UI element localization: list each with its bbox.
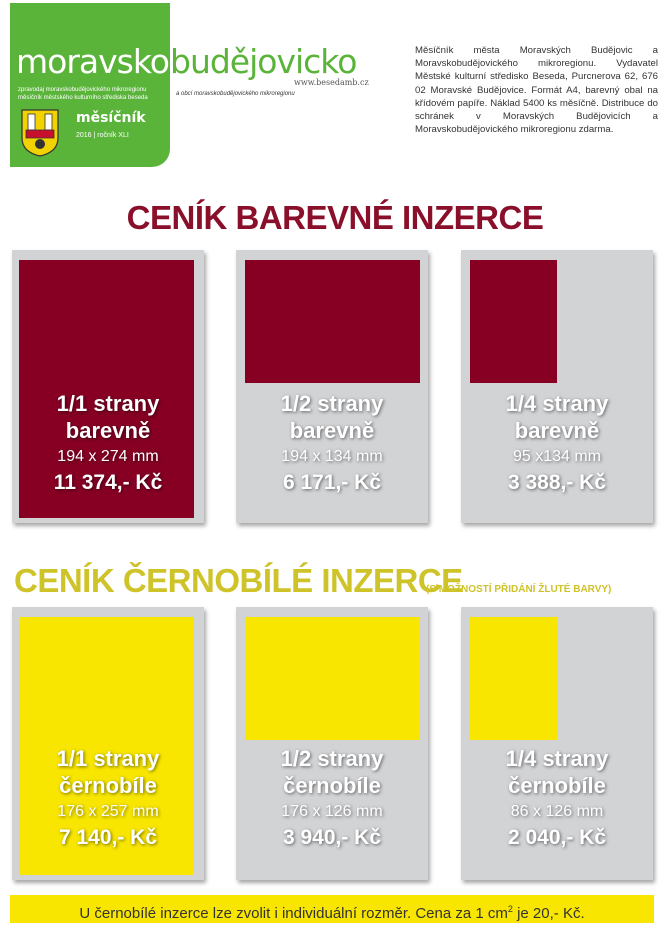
color-card-quarter-page-text (461, 390, 653, 496)
card-size: 194 x 134 mm (281, 448, 383, 465)
card-price: 11 374,- Kč (53, 471, 163, 494)
card-subtitle: černobíle (283, 773, 381, 798)
logo-subtitle-line2: měsíčník městského kulturního střediska beseda (18, 95, 148, 101)
card-title: 1/2 strany (280, 391, 384, 416)
footer-text-end: je 20,- Kč. (512, 905, 585, 922)
bw-card-quarter-page-area (470, 617, 557, 740)
card-subtitle: černobíle (508, 773, 606, 798)
card-price: 6 171,- Kč (282, 471, 382, 494)
card-price: 2 040,- Kč (507, 826, 607, 849)
card-subtitle: barevně (514, 418, 600, 443)
color-pricelist-heading: CENÍK BAREVNÉ INZERCE (126, 199, 544, 236)
logo-subtitle (18, 86, 168, 102)
logo-periodical-label: měsíčník (76, 110, 146, 126)
bw-card-full-page (12, 607, 204, 880)
card-price: 7 140,- Kč (58, 826, 158, 849)
card-price: 3 940,- Kč (282, 826, 382, 849)
color-card-half-page-text (236, 390, 428, 496)
logo-tagline: a obcí moravskobudějovického mikroregionu (176, 91, 295, 97)
footer-text-start: U černobílé inzerce lze zvolit i individuální rozměr. Cena za 1 cm (79, 905, 508, 922)
bw-card-quarter-page (461, 607, 653, 880)
bw-card-full-page-text (12, 745, 204, 851)
card-subtitle: barevně (289, 418, 375, 443)
card-title: 1/1 strany (56, 746, 160, 771)
town-crest-icon (20, 108, 60, 158)
bw-card-half-page-text (236, 745, 428, 851)
color-card-half-page-area (245, 260, 420, 383)
logo-website: www.besedamb.cz (294, 78, 369, 87)
card-subtitle: černobíle (59, 773, 157, 798)
logo-subtitle-line1: zpravodaj moravskobudějovického mikroregionu (18, 87, 147, 93)
color-card-half-page (236, 250, 428, 523)
card-title: 1/4 strany (505, 746, 609, 771)
card-title: 1/4 strany (505, 391, 609, 416)
masthead-description: Měsíčník města Moravských Budějovic a Moravskobudějovického mikroregionu. Vydavatel Městské kulturní středisko Beseda, Purcnerova 62, 676 02 Moravské Budějovice. Formát A4, barevný obal na křídovém papíře. Náklad 5400 ks měsíčně. Distribuce do schránek v Moravských Budějovicích a Moravskobudějovického mikroregionu zdarma. (415, 45, 658, 136)
bw-card-half-page-area (245, 617, 420, 740)
card-size: 95 x134 mm (512, 448, 602, 465)
color-card-full-page (12, 250, 204, 523)
bw-card-half-page (236, 607, 428, 880)
color-card-quarter-page-area (470, 260, 557, 383)
card-size: 176 x 126 mm (281, 803, 383, 820)
card-size: 86 x 126 mm (510, 803, 604, 820)
color-card-full-page-text (12, 390, 204, 496)
footer-superscript: 2 (507, 904, 513, 914)
card-title: 1/1 strany (56, 391, 160, 416)
bw-card-quarter-page-text (461, 745, 653, 851)
bw-pricelist-note: (S MOŽNOSTÍ PŘIDÁNÍ ŽLUTÉ BARVY) (426, 584, 612, 595)
bw-pricelist-heading: CENÍK ČERNOBÍLÉ INZERCE (14, 562, 463, 599)
logo-word-budejovicko: budějovicko (170, 42, 357, 81)
custom-size-note-bar (10, 895, 654, 923)
card-size: 194 x 274 mm (57, 448, 159, 465)
card-subtitle: barevně (65, 418, 151, 443)
card-price: 3 388,- Kč (507, 471, 607, 494)
logo-year-volume: 2016 | ročník XLI (76, 132, 129, 139)
card-size: 176 x 257 mm (57, 803, 159, 820)
card-title: 1/2 strany (280, 746, 384, 771)
color-card-quarter-page (461, 250, 653, 523)
logo-word-moravsko: moravsko (16, 42, 169, 81)
